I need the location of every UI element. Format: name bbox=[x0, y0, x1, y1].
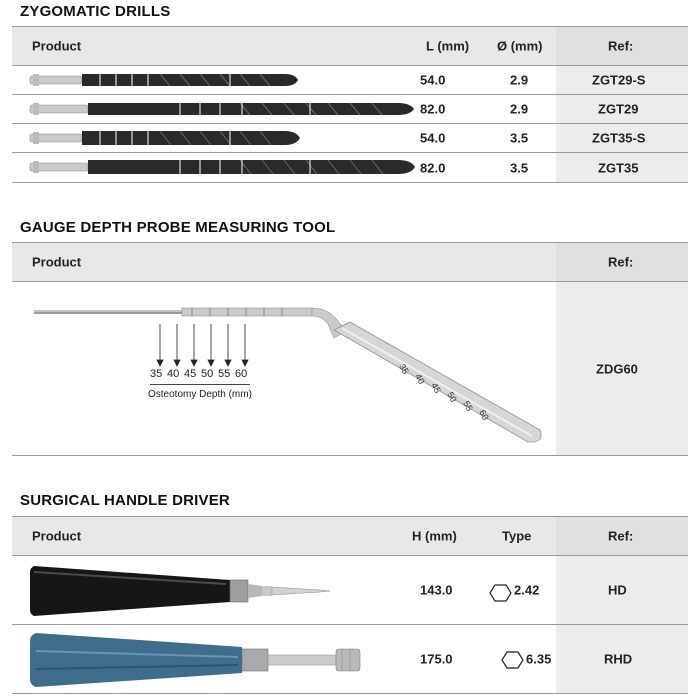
handle-mark: 35 bbox=[397, 362, 411, 376]
probe-ref: ZDG60 bbox=[596, 361, 638, 376]
depth-mark: 35 bbox=[150, 368, 163, 380]
handle-type: 6.35 bbox=[526, 651, 552, 667]
drill-length: 54.0 bbox=[420, 130, 446, 146]
handle-mark: 60 bbox=[477, 408, 491, 422]
drill-image-short bbox=[30, 128, 410, 148]
table-row bbox=[12, 153, 688, 183]
table-row bbox=[12, 625, 688, 694]
table-row bbox=[12, 124, 688, 153]
handle-mark: 40 bbox=[413, 372, 427, 386]
zygomatic-drills-title: ZYGOMATIC DRILLS bbox=[20, 3, 171, 20]
handle-driver-image-rhd bbox=[30, 631, 390, 689]
drill-ref: ZGT29-S bbox=[592, 72, 646, 88]
gauge-probe-title: GAUGE DEPTH PROBE MEASURING TOOL bbox=[20, 219, 336, 236]
gauge-table-header bbox=[12, 242, 688, 282]
zygomatic-table-header bbox=[12, 26, 688, 66]
drill-image-long bbox=[30, 157, 430, 177]
handle-type: 2.42 bbox=[514, 582, 540, 598]
handle-mark: 45 bbox=[429, 381, 443, 395]
handle-mark: 50 bbox=[445, 390, 459, 404]
handle-driver-title: SURGICAL HANDLE DRIVER bbox=[20, 492, 230, 509]
drill-diameter: 3.5 bbox=[510, 130, 529, 146]
drill-ref: ZGT35-S bbox=[592, 130, 646, 146]
depth-bracket bbox=[150, 384, 250, 385]
drill-ref: ZGT29 bbox=[598, 101, 639, 117]
handle-height: 175.0 bbox=[420, 651, 453, 667]
handle-ref: HD bbox=[608, 582, 627, 598]
header-product: Product bbox=[32, 254, 82, 270]
drill-diameter: 2.9 bbox=[510, 72, 529, 88]
header-ref: Ref: bbox=[608, 38, 634, 54]
depth-probe-image bbox=[32, 300, 552, 450]
table-row bbox=[12, 556, 688, 625]
depth-arrows bbox=[155, 324, 265, 370]
header-product: Product bbox=[32, 528, 82, 544]
depth-mark: 50 bbox=[201, 368, 214, 380]
handle-ref: RHD bbox=[604, 651, 633, 667]
header-ref: Ref: bbox=[608, 528, 634, 544]
table-row bbox=[12, 95, 688, 124]
drill-diameter: 3.5 bbox=[510, 160, 529, 175]
hexagon-icon bbox=[490, 584, 512, 602]
drill-length: 82.0 bbox=[420, 160, 446, 175]
header-ref: Ref: bbox=[608, 254, 634, 270]
drill-ref: ZGT35 bbox=[598, 160, 639, 175]
drill-image-long bbox=[30, 99, 430, 119]
handle-driver-image-hd bbox=[30, 562, 330, 620]
drill-length: 54.0 bbox=[420, 72, 446, 88]
handle-mark: 55 bbox=[461, 399, 475, 413]
header-length: L (mm) bbox=[426, 38, 470, 54]
depth-caption: Osteotomy Depth (mm) bbox=[148, 389, 252, 400]
header-product: Product bbox=[32, 38, 82, 54]
table-row bbox=[12, 282, 688, 456]
drill-diameter: 2.9 bbox=[510, 101, 529, 117]
table-row bbox=[12, 66, 688, 95]
depth-mark: 45 bbox=[184, 368, 197, 380]
handle-table-header bbox=[12, 516, 688, 556]
depth-mark: 55 bbox=[218, 368, 231, 380]
drill-length: 82.0 bbox=[420, 101, 446, 117]
hexagon-icon bbox=[502, 651, 524, 669]
header-diameter: Ø (mm) bbox=[497, 38, 543, 54]
header-height: H (mm) bbox=[412, 528, 457, 544]
depth-mark: 40 bbox=[167, 368, 180, 380]
depth-mark: 60 bbox=[235, 368, 248, 380]
drill-image-short bbox=[30, 70, 410, 90]
handle-height: 143.0 bbox=[420, 582, 453, 598]
header-type: Type bbox=[502, 528, 532, 544]
